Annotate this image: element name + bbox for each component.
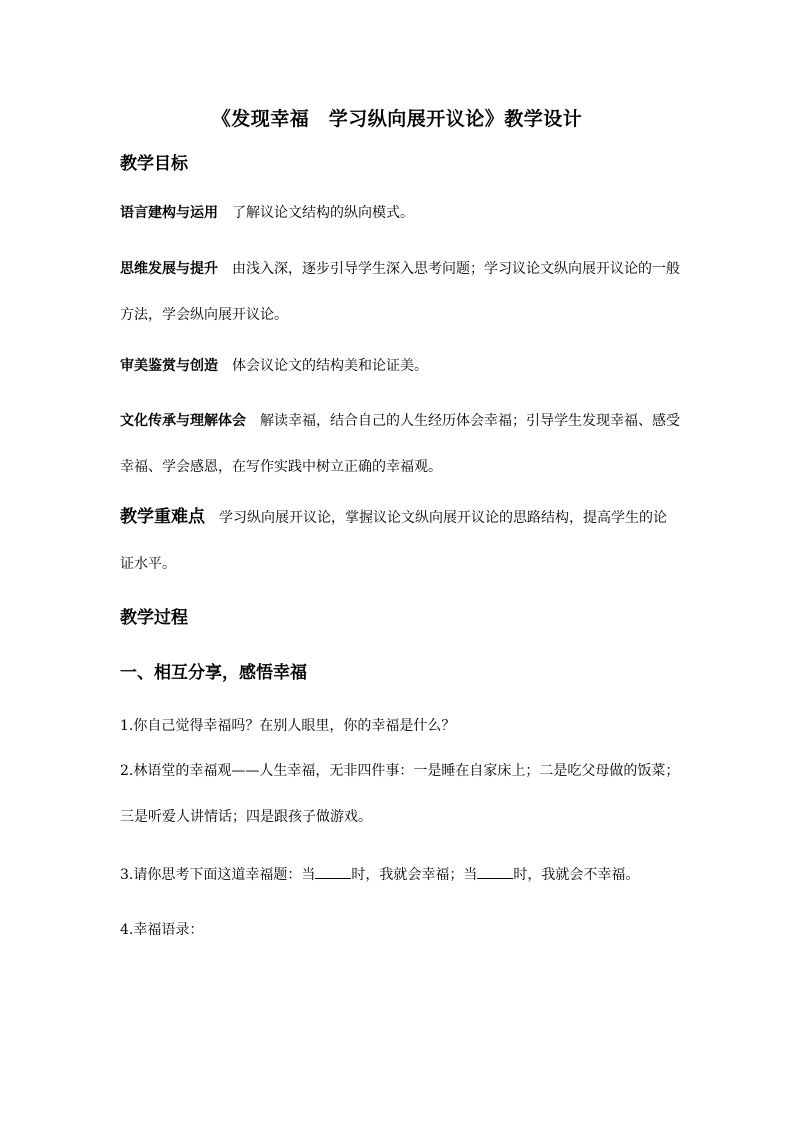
- item-1: 1.你自己觉得幸福吗？在别人眼里，你的幸福是什么？: [120, 718, 456, 734]
- item-3-part2: 时，我就会幸福；当: [351, 867, 478, 883]
- objective-label: 思维发展与提升: [120, 261, 218, 277]
- objectives-heading: 教学目标: [120, 154, 188, 174]
- item-4: 4.幸福语录：: [120, 922, 204, 938]
- key-points-text-line1: 学习纵向展开议论，掌握议论文纵向展开议论的思路结构，提高学生的论: [219, 510, 667, 526]
- document-title: 《发现幸福 学习纵向展开议论》教学设计: [211, 108, 583, 130]
- objective-text-line2: 幸福、学会感恩，在写作实践中树立正确的幸福观。: [120, 459, 442, 475]
- objective-label: 文化传承与理解体会: [120, 413, 246, 429]
- objective-text-line1: 由浅入深，逐步引导学生深入思考问题；学习议论文纵向展开议论的一般: [232, 261, 680, 277]
- objective-culture: [120, 398, 680, 490]
- key-points: [120, 494, 680, 587]
- objective-text: 了解议论文结构的纵向模式。: [232, 205, 414, 221]
- item-3-part3: 时，我就会不幸福。: [513, 867, 640, 883]
- fill-blank-2: [477, 866, 513, 879]
- item-2-line2: 三是听爱人讲情话；四是跟孩子做游戏。: [120, 809, 372, 825]
- part-one-heading: 一、相互分享，感悟幸福: [120, 663, 307, 683]
- objective-text: 体会议论文的结构美和论证美。: [232, 358, 428, 374]
- key-points-label: 教学重难点: [120, 507, 205, 527]
- key-points-text-line2: 证水平。: [120, 556, 176, 572]
- objective-thinking: [120, 246, 680, 338]
- objective-text-line1: 解读幸福，结合自己的人生经历体会幸福；引导学生发现幸福、感受: [260, 413, 680, 429]
- fill-blank-1: [315, 866, 351, 879]
- objective-aesthetic: [120, 343, 680, 389]
- objective-text-line2: 方法，学会纵向展开议论。: [120, 307, 288, 323]
- objective-language: [120, 190, 680, 236]
- objective-label: 语言建构与运用: [120, 205, 218, 221]
- item-3: [120, 864, 639, 884]
- item-2-line1: 2.林语堂的幸福观——人生幸福，无非四件事：一是睡在自家床上；二是吃父母做的饭菜；: [120, 763, 680, 779]
- item-3-part1: 3.请你思考下面这道幸福题：当: [120, 867, 316, 883]
- objective-label: 审美鉴赏与创造: [120, 358, 218, 374]
- item-2: [120, 748, 680, 840]
- process-heading: 教学过程: [120, 608, 188, 628]
